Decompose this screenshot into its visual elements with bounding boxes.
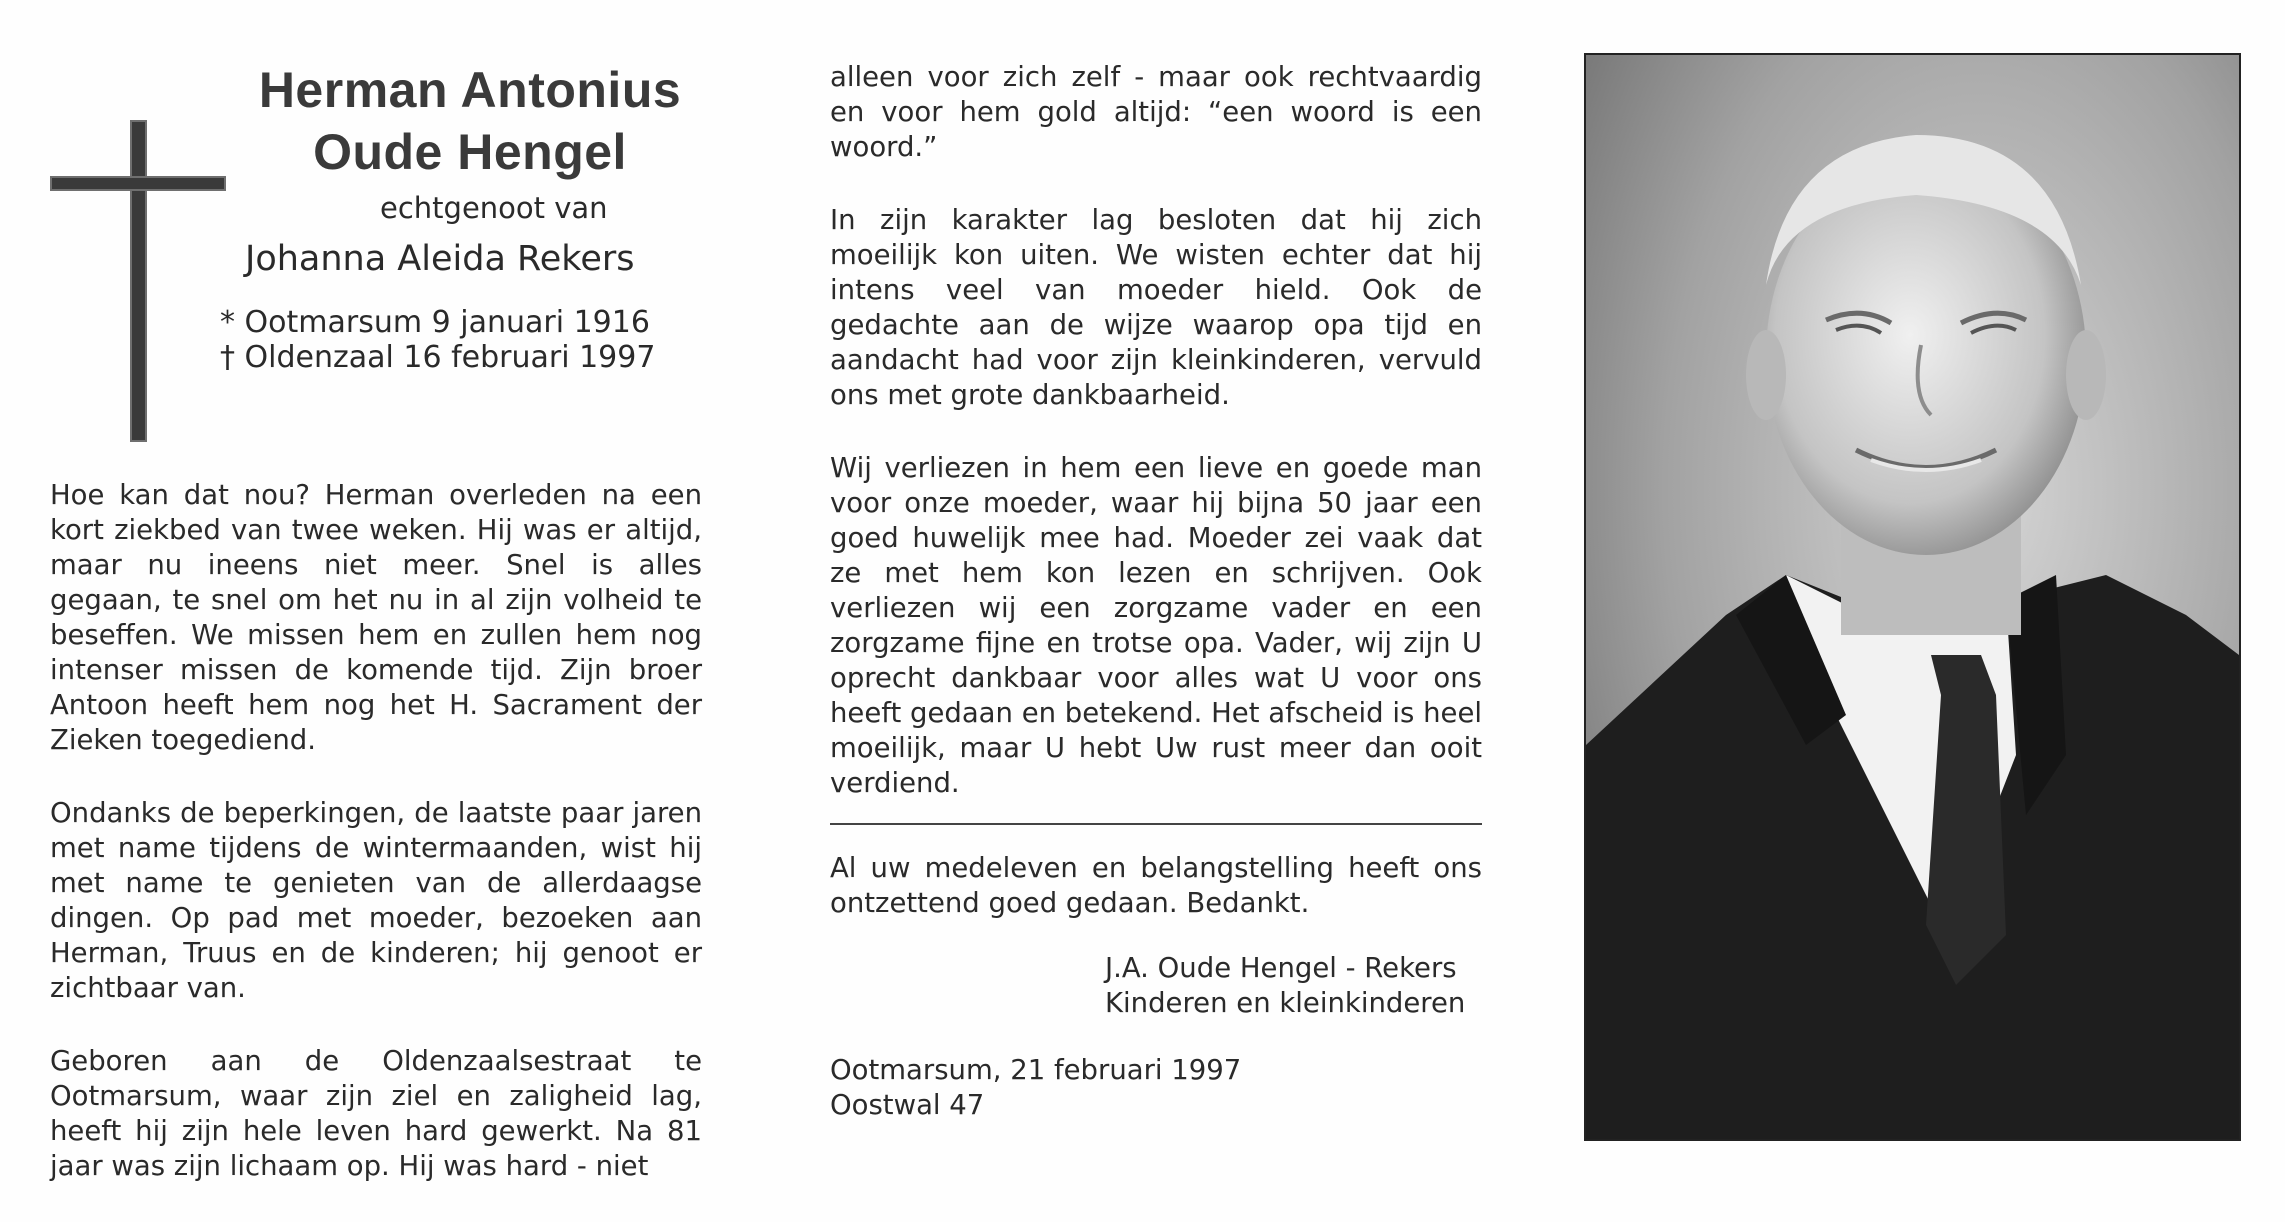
thanks-text: Al uw medeleven en belangstelling heeft ons ontzettend goed gedaan. Bedankt.	[830, 852, 1482, 919]
divider	[830, 823, 1482, 825]
portrait-photo	[1584, 53, 2241, 1141]
paragraph: Geboren aan de Oldenzaalsestraat te Ootmarsum, waar zijn ziel en zaligheid lag, heeft hij zijn hele leven hard gewerkt. Na 81 jaar was zijn lichaam op. Hij was hard - niet	[50, 1045, 702, 1182]
signature	[830, 951, 1482, 1021]
portrait-image	[1584, 53, 2241, 1141]
paragraph: Hoe kan dat nou? Herman overleden na een kort ziekbed van twee weken. Hij was er altijd, maar nu ineens niet meer. Snel is alles gegaan, te snel om het nu in al zijn volheid te beseffen. We missen hem en zullen hem nog intenser missen de komende tijd. Zijn broer Antoon heeft hem nog het H. Sacrament der Zieken toegediend.	[50, 479, 702, 756]
signature-line: Kinderen en kleinkinderen	[1105, 987, 1466, 1019]
place-date	[830, 1053, 1482, 1123]
paragraph: Ondanks de beperkingen, de laatste paar jaren met name tijdens de wintermaanden, wist hij met name te genieten van de allerdaagse dingen. Op pad met moeder, bezoeken aan Herman, Truus en de kinderen; hij genoot er zichtbaar van.	[50, 797, 702, 1004]
deceased-surname: Oude Hengel	[313, 124, 627, 180]
signature-line: J.A. Oude Hengel - Rekers	[1105, 952, 1457, 984]
address-line: Oostwal 47	[830, 1089, 985, 1121]
paragraph: In zijn karakter lag besloten dat hij zich moeilijk kon uiten. We wisten echter dat hij intens veel van moeder hield. Ook de gedachte aan de wijze waarop opa tijd en aandacht had voor zijn kleinkinderen, vervuld ons met grote dankbaarheid.	[830, 204, 1482, 411]
middle-column	[830, 60, 1482, 1123]
left-column	[50, 60, 702, 1222]
life-dates	[220, 305, 655, 375]
death-date: † Oldenzaal 16 februari 1997	[220, 340, 656, 375]
portrait-illustration	[1586, 55, 2239, 1139]
paragraph: alleen voor zich zelf - maar ook rechtvaardig en voor hem gold altijd: “een woord is een woord.”	[830, 61, 1482, 163]
spouse-label: echtgenoot van	[380, 191, 608, 225]
birth-date: * Ootmarsum 9 januari 1916	[220, 305, 650, 340]
name-block	[50, 60, 702, 390]
place-date-line: Ootmarsum, 21 februari 1997	[830, 1054, 1242, 1086]
spouse-name: Johanna Aleida Rekers	[245, 239, 635, 279]
cross-icon	[130, 120, 147, 442]
deceased-first-names: Herman Antonius	[258, 62, 682, 118]
paragraph: Wij verliezen in hem een lieve en goede man voor onze moeder, waar hij bijna 50 jaar een goed huwelijk mee had. Moeder zei vaak dat ze met hem kon lezen en schrijven. Ook verliezen wij een zorgzame vader en een zorgzame fijne en trotse opa. Vader, wij zijn U oprecht dankbaar voor alles wat U voor ons heeft gedaan en betekend. Het afscheid is heel moeilijk, maar U hebt Uw rust meer dan ooit verdiend.	[830, 452, 1482, 799]
